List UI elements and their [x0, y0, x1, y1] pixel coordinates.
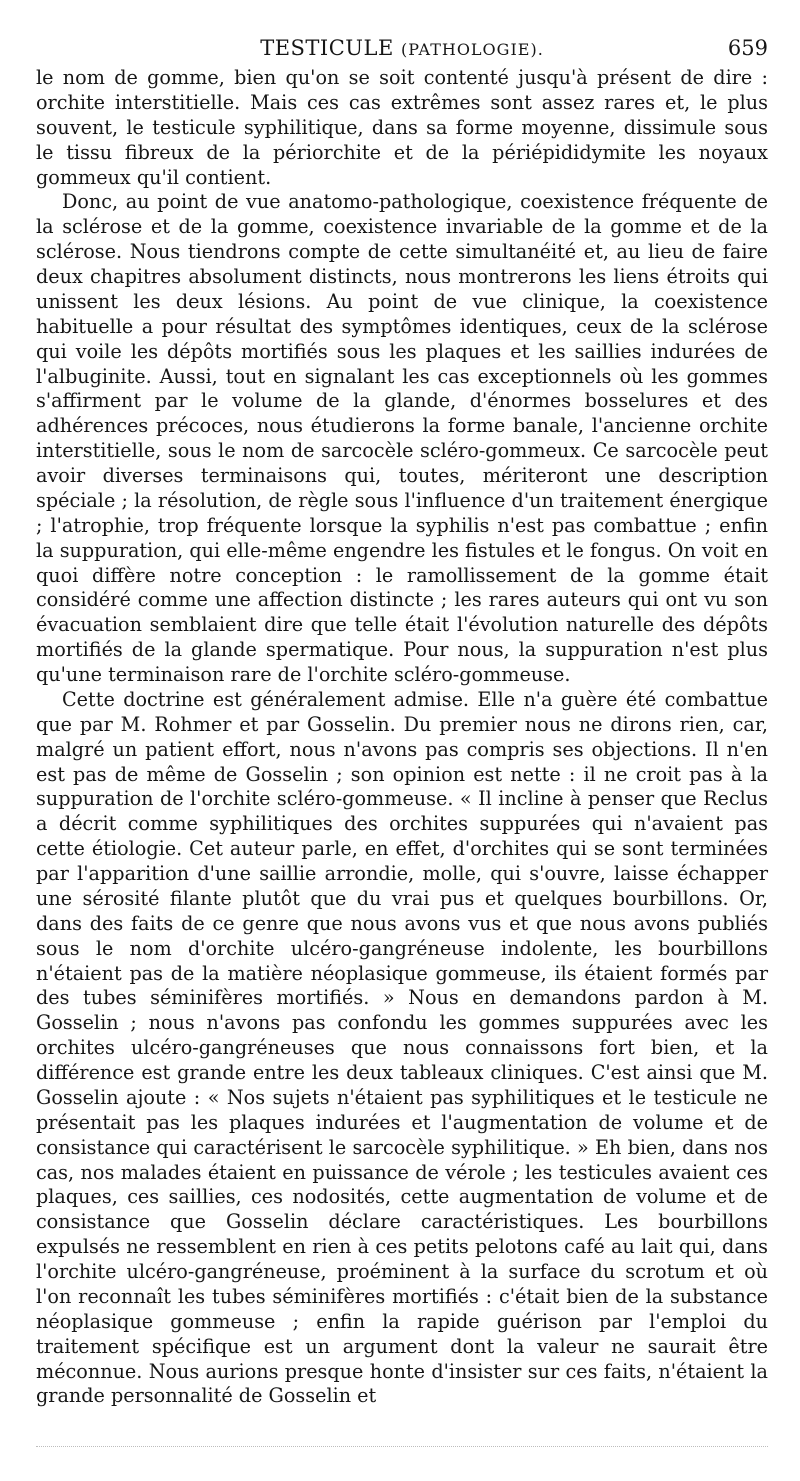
running-title: [36, 36, 768, 60]
body-text: [36, 66, 768, 1409]
paragraph: Donc, au point de vue anatomo-pathologique, coexistence fréquente de la sclérose et de la gomme, coexistence invariable de la gomme et de la sclérose. Nous tiendrons compte de cette simultanéité et, au lieu de faire deux chapitres absolument distincts, nous montrerons les liens étroits qui unissent les deux lésions. Au point de vue clinique, la coexistence habituelle a pour résultat des symptômes identiques, ceux de la sclérose qui voile les dépôts mortifiés sous les plaques et les saillies indurées de l'albuginite. Aussi, tout en signalant les cas exceptionnels où les gommes s'affirment par le volume de la glande, d'énormes bosselures et des adhérences précoces, nous étudierons la forme banale, l'ancienne orchite interstitielle, sous le nom de sarcocèle scléro-gommeux. Ce sarcocèle peut avoir diverses terminaisons qui, toutes, mériteront une description spéciale ; la résolution, de règle sous l'influence d'un traitement énergique ; l'atrophie, trop fréquente lorsque la syphilis n'est pas combattue ; enfin la suppuration, qui elle-même engendre les fistules et le fongus. On voit en quoi diffère notre conception : le ramollissement de la gomme était considéré comme une affection distincte ; les rares auteurs qui ont vu son évacuation semblaient dire que telle était l'évolution naturelle des dépôts mortifiés de la glande spermatique. Pour nous, la suppuration n'est plus qu'une terminaison rare de l'orchite scléro-gommeuse.: [36, 190, 768, 686]
page-number: 659: [727, 36, 768, 60]
header-title: TESTICULE: [260, 36, 394, 60]
paragraph-continued: le nom de gomme, bien qu'on se soit contenté jusqu'à présent de dire : orchite interstitielle. Mais ces cas extrêmes sont assez rares et, le plus souvent, le testicule syphilitique, dans sa forme moyenne, dissimule sous le tissu fibreux de la périorchite et de la périépididymite les noyaux gommeux qu'il contient.: [36, 66, 768, 189]
page-bottom-artifact: [36, 1446, 768, 1447]
header-subtitle: (PATHOLOGIE).: [400, 40, 544, 59]
paragraph: Cette doctrine est généralement admise. Elle n'a guère été combattue que par M. Rohmer et par Gosselin. Du premier nous ne dirons rien, car, malgré un patient effort, nous n'avons pas compris ses objections. Il n'en est pas de même de Gosselin ; son opinion est nette : il ne croit pas à la suppuration de l'orchite scléro-gommeuse. « Il incline à penser que Reclus a décrit comme syphilitiques des orchites suppurées qui n'avaient pas cette étiologie. Cet auteur parle, en effet, d'orchites qui se sont terminées par l'apparition d'une saillie arrondie, molle, qui s'ouvre, laisse échapper une sérosité filante plutôt que du vrai pus et quelques bourbillons. Or, dans des faits de ce genre que nous avons vus et que nous avons publiés sous le nom d'orchite ulcéro-gangréneuse indolente, les bourbillons n'étaient pas de la matière néoplasique gommeuse, ils étaient formés par des tubes séminifères mortifiés. » Nous en demandons pardon à M. Gosselin ; nous n'avons pas confondu les gommes suppurées avec les orchites ulcéro-gangréneuses que nous connaissons fort bien, et la différence est grande entre les deux tableaux cliniques. C'est ainsi que M. Gosselin ajoute : « Nos sujets n'étaient pas syphilitiques et le testicule ne présentait pas les plaques indurées et l'augmentation de volume et de consistance qui caractérisent le sarcocèle syphilitique. » Eh bien, dans nos cas, nos malades étaient en puissance de vérole ; les testicules avaient ces plaques, ces saillies, ces nodosités, cette augmentation de volume et de consistance que Gosselin déclare caractéristiques. Les bourbillons expulsés ne ressemblent en rien à ces petits pelotons café au lait qui, dans l'orchite ulcéro-gangréneuse, proéminent à la surface du scrotum et où l'on reconnaît les tubes séminifères mortifiés : c'était bien de la substance néoplasique gommeuse ; enfin la rapide guérison par l'emploi du traitement spécifique est un argument dont la valeur ne saurait être méconnue. Nous aurions presque honte d'insister sur ces faits, n'étaient la grande personnalité de Gosselin et: [36, 687, 768, 1408]
running-header: [36, 36, 768, 62]
